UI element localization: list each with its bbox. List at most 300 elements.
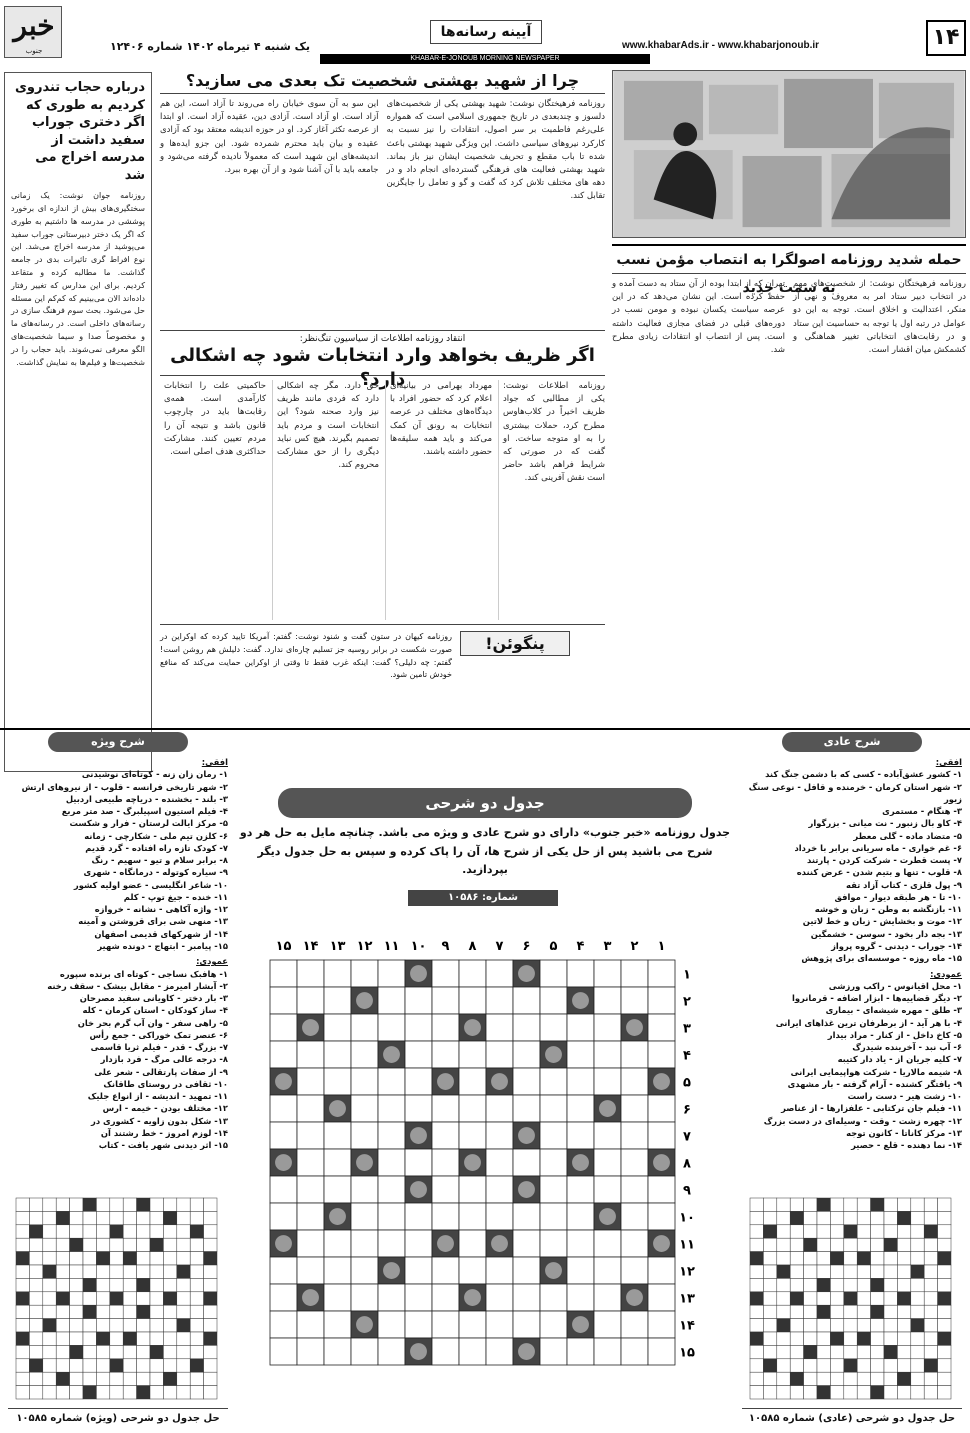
grid-cell[interactable] xyxy=(594,1311,621,1338)
grid-cell xyxy=(871,1372,884,1385)
crossword-issue-number: شماره: ۱۰۵۸۶ xyxy=(408,890,558,906)
grid-cell[interactable] xyxy=(351,1041,378,1068)
grid-cell[interactable] xyxy=(486,960,513,987)
grid-cell[interactable] xyxy=(621,1122,648,1149)
grid-cell[interactable] xyxy=(621,1230,648,1257)
grid-cell xyxy=(150,1305,163,1318)
grid-cell[interactable] xyxy=(486,1311,513,1338)
grid-cell[interactable] xyxy=(297,1230,324,1257)
grid-cell[interactable] xyxy=(351,1068,378,1095)
grid-cell xyxy=(777,1225,790,1238)
clue-item: ۴- فیلم استیون اسپیلبرگ - صد متر مربع xyxy=(61,806,228,817)
grid-cell[interactable] xyxy=(432,1338,459,1365)
grid-cell[interactable] xyxy=(648,1338,675,1365)
grid-cell[interactable] xyxy=(513,1203,540,1230)
grid-cell[interactable] xyxy=(324,987,351,1014)
grid-cell[interactable] xyxy=(486,1284,513,1311)
grid-cell xyxy=(56,1386,69,1399)
grid-cell xyxy=(790,1252,803,1265)
grid-cell xyxy=(844,1252,857,1265)
grid-cell[interactable] xyxy=(432,1041,459,1068)
logo-text: خبر xyxy=(13,9,55,42)
grid-cell xyxy=(204,1345,217,1358)
article-penguin-body: روزنامه کیهان در ستون گفت و شنود نوشت: گفتم: آمریکا تایید کرده که اوکراین در صورت شکست در برابر روسیه جز تسلیم چاره‌ای ندارد. گفت: دلیلش هم روشن است! گفتم: چه دلیلی؟ گفت: اینکه غرب فقط تا وقتی از اوکراین حمایت می‌کند که منافع خودش تامین شود. xyxy=(160,632,452,680)
grid-cell xyxy=(70,1278,83,1291)
grid-cell[interactable] xyxy=(378,1095,405,1122)
grid-column-number: ۷ xyxy=(495,939,504,954)
grid-cell[interactable] xyxy=(378,1311,405,1338)
grid-cell[interactable] xyxy=(378,1284,405,1311)
grid-cell[interactable] xyxy=(648,1095,675,1122)
grid-black-cell xyxy=(871,1278,884,1291)
grid-cell[interactable] xyxy=(594,1176,621,1203)
grid-cell[interactable] xyxy=(378,960,405,987)
grid-cell xyxy=(857,1319,870,1332)
grid-cell[interactable] xyxy=(486,1122,513,1149)
grid-black-cell xyxy=(137,1198,150,1211)
grid-cell[interactable] xyxy=(432,1311,459,1338)
grid-cell xyxy=(163,1305,176,1318)
grid-cell[interactable] xyxy=(567,1176,594,1203)
grid-cell xyxy=(857,1372,870,1385)
grid-cell[interactable] xyxy=(351,1095,378,1122)
grid-cell xyxy=(56,1265,69,1278)
grid-cell[interactable] xyxy=(378,1230,405,1257)
website-links[interactable]: www.khabarAds.ir - www.khabarjonoub.ir xyxy=(622,40,820,51)
grid-cell[interactable] xyxy=(297,1257,324,1284)
grid-cell[interactable] xyxy=(648,1041,675,1068)
grid-cell xyxy=(137,1238,150,1251)
crossword-banner: جدول دو شرحی xyxy=(278,788,692,818)
rose-icon xyxy=(356,1316,373,1333)
grid-cell[interactable] xyxy=(513,1149,540,1176)
grid-cell[interactable] xyxy=(270,1014,297,1041)
rose-icon xyxy=(275,1073,292,1090)
grid-cell[interactable] xyxy=(297,1176,324,1203)
grid-cell[interactable] xyxy=(594,1257,621,1284)
grid-cell[interactable] xyxy=(297,1122,324,1149)
grid-black-cell xyxy=(177,1265,190,1278)
grid-cell[interactable] xyxy=(648,987,675,1014)
grid-cell xyxy=(70,1225,83,1238)
grid-cell[interactable] xyxy=(621,960,648,987)
grid-cell[interactable] xyxy=(324,1014,351,1041)
grid-black-cell xyxy=(83,1198,96,1211)
grid-row-number: ۵ xyxy=(683,1075,691,1091)
grid-cell[interactable] xyxy=(540,1095,567,1122)
grid-cell[interactable] xyxy=(378,1338,405,1365)
grid-cell xyxy=(830,1386,843,1399)
grid-cell xyxy=(150,1211,163,1224)
grid-cell xyxy=(56,1238,69,1251)
grid-cell xyxy=(938,1305,951,1318)
grid-cell xyxy=(56,1359,69,1372)
grid-cell[interactable] xyxy=(324,960,351,987)
grid-cell[interactable] xyxy=(594,1014,621,1041)
grid-cell[interactable] xyxy=(459,1068,486,1095)
rose-icon xyxy=(518,965,535,982)
grid-cell[interactable] xyxy=(486,1149,513,1176)
grid-cell[interactable] xyxy=(351,1122,378,1149)
grid-cell[interactable] xyxy=(405,1203,432,1230)
grid-cell[interactable] xyxy=(567,1257,594,1284)
crossword-grid-svg[interactable] xyxy=(250,918,720,1418)
grid-cell xyxy=(884,1265,897,1278)
grid-cell[interactable] xyxy=(567,1122,594,1149)
grid-cell[interactable] xyxy=(513,1284,540,1311)
grid-cell[interactable] xyxy=(486,1338,513,1365)
grid-black-cell xyxy=(29,1359,42,1372)
grid-black-cell xyxy=(110,1359,123,1372)
grid-cell[interactable] xyxy=(567,1095,594,1122)
grid-cell[interactable] xyxy=(324,1068,351,1095)
rose-icon xyxy=(653,1235,670,1252)
grid-cell[interactable] xyxy=(405,1284,432,1311)
grid-cell[interactable] xyxy=(351,1338,378,1365)
grid-cell[interactable] xyxy=(270,1176,297,1203)
grid-cell[interactable] xyxy=(432,1149,459,1176)
grid-cell[interactable] xyxy=(351,1284,378,1311)
grid-cell[interactable] xyxy=(324,1284,351,1311)
grid-cell[interactable] xyxy=(405,1041,432,1068)
grid-cell[interactable] xyxy=(297,1149,324,1176)
grid-cell xyxy=(70,1211,83,1224)
grid-cell[interactable] xyxy=(540,987,567,1014)
grid-cell[interactable] xyxy=(405,987,432,1014)
grid-cell[interactable] xyxy=(405,1014,432,1041)
grid-cell[interactable] xyxy=(486,1257,513,1284)
grid-cell[interactable] xyxy=(270,1095,297,1122)
grid-cell xyxy=(70,1198,83,1211)
grid-cell[interactable] xyxy=(432,1257,459,1284)
clue-item: ۳- بلند - بخشنده - دریاچه طبیعی اردبیل xyxy=(65,793,228,804)
grid-cell[interactable] xyxy=(594,960,621,987)
grid-cell[interactable] xyxy=(270,1122,297,1149)
grid-cell xyxy=(857,1265,870,1278)
grid-cell xyxy=(804,1211,817,1224)
clue-item: ۷- کلیه جریان از - یاد دار کتیبه xyxy=(837,1054,962,1065)
grid-cell xyxy=(777,1278,790,1291)
grid-cell[interactable] xyxy=(567,1041,594,1068)
grid-cell[interactable] xyxy=(270,1311,297,1338)
grid-cell xyxy=(924,1372,937,1385)
grid-cell[interactable] xyxy=(270,960,297,987)
grid-cell[interactable] xyxy=(351,1257,378,1284)
grid-cell[interactable] xyxy=(567,1338,594,1365)
grid-cell[interactable] xyxy=(459,1122,486,1149)
grid-cell[interactable] xyxy=(621,1068,648,1095)
grid-cell xyxy=(777,1372,790,1385)
grid-cell[interactable] xyxy=(621,1095,648,1122)
grid-cell[interactable] xyxy=(297,1203,324,1230)
grid-cell[interactable] xyxy=(594,1230,621,1257)
grid-cell[interactable] xyxy=(405,1095,432,1122)
grid-cell[interactable] xyxy=(513,987,540,1014)
clue-item: ۱۰- تا - هر طبقه دیوار - موافق xyxy=(834,891,962,902)
article-column: حاکمیتی علت را انتخابات کارآمدی است. همه‌ی رقابت‌ها باید در چارچوب قانون باشد و نتیجه آن را مردم تعیین کنند. مشارکت حداکثری هدف اصلی است. xyxy=(164,381,266,457)
grid-cell[interactable] xyxy=(459,987,486,1014)
grid-cell xyxy=(70,1319,83,1332)
grid-row-number: ۷ xyxy=(683,1129,691,1145)
grid-cell[interactable] xyxy=(297,1338,324,1365)
grid-cell[interactable] xyxy=(648,1122,675,1149)
grid-cell[interactable] xyxy=(324,1257,351,1284)
grid-cell xyxy=(150,1372,163,1385)
crossword-grid[interactable] xyxy=(250,918,720,1418)
grid-cell[interactable] xyxy=(378,1149,405,1176)
grid-cell xyxy=(110,1332,123,1345)
grid-cell xyxy=(204,1305,217,1318)
grid-cell[interactable] xyxy=(459,1338,486,1365)
grid-cell[interactable] xyxy=(567,1284,594,1311)
grid-cell[interactable] xyxy=(621,1338,648,1365)
rose-icon xyxy=(410,965,427,982)
grid-cell xyxy=(884,1305,897,1318)
grid-cell[interactable] xyxy=(324,1149,351,1176)
solution-grid-svg xyxy=(742,1190,962,1402)
grid-black-cell xyxy=(70,1238,83,1251)
grid-cell xyxy=(190,1332,203,1345)
grid-cell[interactable] xyxy=(378,1122,405,1149)
grid-cell[interactable] xyxy=(540,1284,567,1311)
grid-cell[interactable] xyxy=(540,1203,567,1230)
grid-cell[interactable] xyxy=(378,1014,405,1041)
grid-cell[interactable] xyxy=(594,1149,621,1176)
grid-cell xyxy=(70,1305,83,1318)
grid-cell[interactable] xyxy=(648,960,675,987)
grid-cell[interactable] xyxy=(594,1338,621,1365)
grid-cell[interactable] xyxy=(513,1095,540,1122)
grid-cell[interactable] xyxy=(459,1095,486,1122)
rose-icon xyxy=(410,1181,427,1198)
article-column: حق دارد. مگر چه اشکالی دارد که فردی مانند ظریف نیز وارد صحنه شود؟ این انتخابات است و مردم باید تصمیم بگیرند. هیچ کس نباید دیگری را از حق مشارکت محروم کند. xyxy=(272,380,379,620)
sidebar-article xyxy=(4,72,152,772)
grid-cell[interactable] xyxy=(432,1122,459,1149)
grid-cell xyxy=(763,1265,776,1278)
grid-cell[interactable] xyxy=(513,1311,540,1338)
grid-cell[interactable] xyxy=(405,1230,432,1257)
grid-cell[interactable] xyxy=(351,1176,378,1203)
grid-cell[interactable] xyxy=(432,1203,459,1230)
grid-cell[interactable] xyxy=(594,1068,621,1095)
grid-cell[interactable] xyxy=(486,1176,513,1203)
grid-cell[interactable] xyxy=(270,1203,297,1230)
grid-cell[interactable] xyxy=(540,1338,567,1365)
grid-cell[interactable] xyxy=(432,987,459,1014)
grid-cell[interactable] xyxy=(324,1311,351,1338)
grid-row-number: ۱۰ xyxy=(679,1210,695,1226)
grid-cell[interactable] xyxy=(540,1014,567,1041)
grid-cell[interactable] xyxy=(648,1257,675,1284)
rose-icon xyxy=(545,1046,562,1063)
article-column: مهرداد بهرامی در بیانیه‌ای اعلام کرد که حضور افراد با دیدگاه‌های مختلف در عرصه انتخابات به رونق آن کمک می‌کند و باید همه سلیقه‌ها حضور داشته باشند. xyxy=(385,380,492,620)
grid-cell[interactable] xyxy=(297,1311,324,1338)
grid-row-number: ۱۲ xyxy=(679,1264,695,1280)
grid-cell[interactable] xyxy=(621,987,648,1014)
grid-cell[interactable] xyxy=(324,1230,351,1257)
grid-cell[interactable] xyxy=(594,1284,621,1311)
grid-cell[interactable] xyxy=(459,1203,486,1230)
grid-cell[interactable] xyxy=(432,1014,459,1041)
grid-cell[interactable] xyxy=(540,1176,567,1203)
grid-cell[interactable] xyxy=(486,1095,513,1122)
grid-cell[interactable] xyxy=(351,1230,378,1257)
grid-cell xyxy=(16,1372,29,1385)
grid-cell xyxy=(110,1278,123,1291)
grid-cell[interactable] xyxy=(351,1014,378,1041)
grid-cell[interactable] xyxy=(486,987,513,1014)
grid-cell xyxy=(29,1265,42,1278)
grid-cell[interactable] xyxy=(378,1203,405,1230)
grid-cell[interactable] xyxy=(324,1338,351,1365)
grid-cell[interactable] xyxy=(567,1014,594,1041)
grid-cell[interactable] xyxy=(594,1122,621,1149)
grid-cell[interactable] xyxy=(324,1176,351,1203)
grid-cell[interactable] xyxy=(594,987,621,1014)
grid-cell xyxy=(857,1278,870,1291)
grid-black-cell xyxy=(790,1211,803,1224)
grid-cell[interactable] xyxy=(459,1176,486,1203)
grid-cell xyxy=(204,1225,217,1238)
grid-cell[interactable] xyxy=(567,1203,594,1230)
grid-cell[interactable] xyxy=(621,1203,648,1230)
grid-cell[interactable] xyxy=(297,1041,324,1068)
grid-cell[interactable] xyxy=(540,1149,567,1176)
grid-cell[interactable] xyxy=(270,1338,297,1365)
grid-cell[interactable] xyxy=(297,960,324,987)
grid-black-cell xyxy=(43,1265,56,1278)
grid-cell xyxy=(190,1278,203,1291)
grid-cell[interactable] xyxy=(459,1041,486,1068)
grid-cell[interactable] xyxy=(405,1311,432,1338)
grid-cell xyxy=(96,1319,109,1332)
grid-cell[interactable] xyxy=(621,1149,648,1176)
clue-item: ۷- پست قطرت - شرکت کردن - پارتند xyxy=(807,855,962,866)
grid-cell[interactable] xyxy=(351,1203,378,1230)
rose-icon xyxy=(464,1019,481,1036)
grid-cell[interactable] xyxy=(594,1041,621,1068)
grid-cell[interactable] xyxy=(459,960,486,987)
grid-cell[interactable] xyxy=(540,1068,567,1095)
grid-cell[interactable] xyxy=(621,1311,648,1338)
grid-cell[interactable] xyxy=(378,987,405,1014)
grid-cell[interactable] xyxy=(324,1041,351,1068)
grid-cell[interactable] xyxy=(540,1230,567,1257)
grid-cell[interactable] xyxy=(540,960,567,987)
grid-cell[interactable] xyxy=(432,1176,459,1203)
grid-cell[interactable] xyxy=(648,1311,675,1338)
grid-black-cell xyxy=(790,1292,803,1305)
grid-cell xyxy=(817,1211,830,1224)
grid-cell[interactable] xyxy=(432,1095,459,1122)
grid-cell xyxy=(817,1252,830,1265)
grid-cell[interactable] xyxy=(540,1311,567,1338)
grid-cell[interactable] xyxy=(405,1257,432,1284)
grid-cell[interactable] xyxy=(621,1176,648,1203)
grid-cell[interactable] xyxy=(513,1014,540,1041)
crossword-intro: جدول روزنامه «خبر جنوب» دارای دو شرح عادی و ویژه می باشد. چنانچه مایل به حل هر دو شرح می باشید پس از حل یکی از شرح ها، آن را پاک کرده و سپس به حل جدول دیگر بپردازید. xyxy=(239,826,731,877)
grid-cell xyxy=(29,1332,42,1345)
grid-cell[interactable] xyxy=(432,960,459,987)
grid-cell[interactable] xyxy=(405,1068,432,1095)
grid-cell[interactable] xyxy=(648,1284,675,1311)
grid-cell[interactable] xyxy=(513,1068,540,1095)
grid-cell[interactable] xyxy=(297,1095,324,1122)
grid-cell xyxy=(884,1319,897,1332)
grid-cell xyxy=(750,1198,763,1211)
grid-cell xyxy=(70,1265,83,1278)
grid-cell[interactable] xyxy=(567,1230,594,1257)
grid-cell[interactable] xyxy=(405,1149,432,1176)
grid-cell[interactable] xyxy=(270,1284,297,1311)
grid-cell[interactable] xyxy=(648,1176,675,1203)
grid-cell[interactable] xyxy=(513,1257,540,1284)
grid-cell[interactable] xyxy=(513,1041,540,1068)
grid-cell xyxy=(96,1372,109,1385)
grid-black-cell xyxy=(924,1359,937,1372)
grid-cell xyxy=(110,1345,123,1358)
grid-cell[interactable] xyxy=(270,1041,297,1068)
grid-black-cell xyxy=(70,1345,83,1358)
grid-cell[interactable] xyxy=(459,1230,486,1257)
grid-cell[interactable] xyxy=(351,960,378,987)
grid-cell[interactable] xyxy=(459,1311,486,1338)
grid-row-number: ۱ xyxy=(683,967,691,983)
clue-item: ۲- آبشار امیرمز - مقابل بیشک - سقف رخنه xyxy=(47,980,228,991)
grid-black-cell xyxy=(777,1319,790,1332)
grid-cell xyxy=(96,1211,109,1224)
grid-cell xyxy=(29,1278,42,1291)
grid-cell[interactable] xyxy=(270,1257,297,1284)
grid-cell xyxy=(777,1305,790,1318)
grid-cell[interactable] xyxy=(297,987,324,1014)
clue-item: ۱۰- ثقافی در روستای طاقانک xyxy=(103,1078,228,1089)
grid-cell[interactable] xyxy=(486,1203,513,1230)
grid-cell[interactable] xyxy=(324,1122,351,1149)
grid-cell[interactable] xyxy=(621,1257,648,1284)
grid-cell xyxy=(137,1359,150,1372)
grid-cell[interactable] xyxy=(486,1041,513,1068)
grid-cell[interactable] xyxy=(378,1068,405,1095)
grid-cell[interactable] xyxy=(567,960,594,987)
grid-cell[interactable] xyxy=(567,1068,594,1095)
grid-cell xyxy=(43,1305,56,1318)
grid-cell xyxy=(884,1252,897,1265)
grid-cell[interactable] xyxy=(297,1068,324,1095)
grid-cell xyxy=(871,1225,884,1238)
grid-cell xyxy=(163,1252,176,1265)
grid-cell[interactable] xyxy=(513,1230,540,1257)
grid-black-cell xyxy=(204,1332,217,1345)
grid-cell[interactable] xyxy=(540,1122,567,1149)
grid-cell xyxy=(897,1198,910,1211)
grid-black-cell xyxy=(110,1292,123,1305)
grid-cell[interactable] xyxy=(270,987,297,1014)
grid-cell[interactable] xyxy=(648,1203,675,1230)
grid-cell[interactable] xyxy=(378,1176,405,1203)
grid-cell xyxy=(871,1319,884,1332)
grid-cell xyxy=(897,1305,910,1318)
grid-cell[interactable] xyxy=(432,1284,459,1311)
grid-column-number: ۵ xyxy=(549,939,558,954)
grid-black-cell xyxy=(804,1238,817,1251)
grid-cell xyxy=(16,1265,29,1278)
grid-cell[interactable] xyxy=(621,1041,648,1068)
grid-cell[interactable] xyxy=(459,1257,486,1284)
grid-cell[interactable] xyxy=(648,1014,675,1041)
grid-cell[interactable] xyxy=(486,1014,513,1041)
grid-cell xyxy=(177,1292,190,1305)
